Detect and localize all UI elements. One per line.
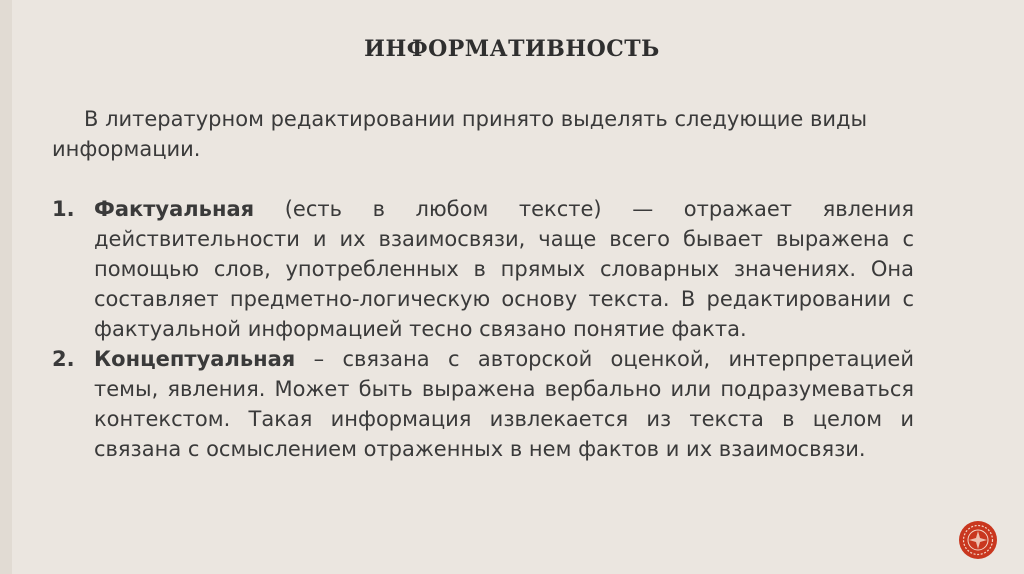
slide-title: ИНФОРМАТИВНОСТЬ bbox=[364, 36, 660, 62]
slide-content bbox=[52, 104, 914, 464]
list-number: 1. bbox=[52, 197, 75, 221]
list-item bbox=[52, 344, 914, 464]
intro-paragraph: В литературном редактировании принято выделять следующие виды информации. bbox=[52, 107, 868, 161]
item-text: – связана с авторской оценкой, интерпретацией темы, явления. Может быть выражена вербально или подразумеваться контекстом. Такая информация извлекается из текста в целом и связана с осмыслением отраженных в нем фактов и их взаимосвязи. bbox=[94, 347, 914, 461]
list-number: 2. bbox=[52, 347, 75, 371]
term-factual: Фактуальная bbox=[94, 197, 255, 221]
info-types-list bbox=[52, 194, 914, 464]
item-text: (есть в любом тексте) — отражает явления действительности и их взаимосвязи, чаще всего бывает выражена с помощью слов, употребленных в прямых словарных значениях. Она составляет предметно-логическую основу текста. В редактировании с фактуальной информацией тесно связано понятие факта. bbox=[94, 197, 914, 341]
list-item bbox=[52, 194, 914, 344]
term-conceptual: Концептуальная bbox=[94, 347, 296, 371]
left-border bbox=[0, 0, 12, 574]
ornament-circle-icon bbox=[958, 520, 998, 560]
